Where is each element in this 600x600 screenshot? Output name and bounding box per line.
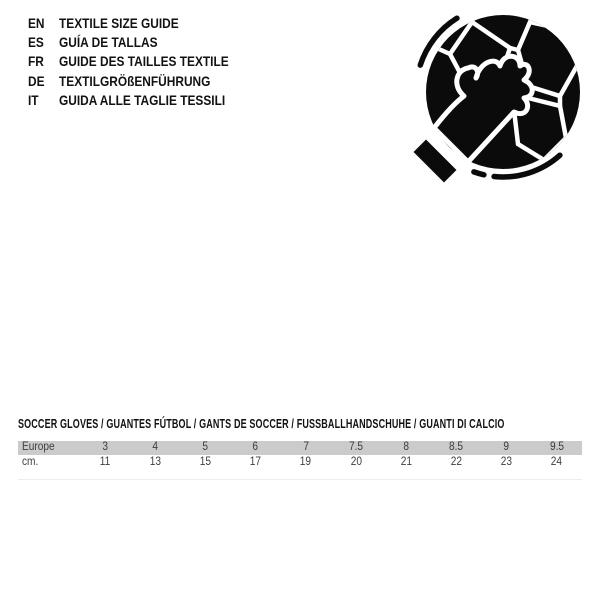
language-row-it: [28, 91, 259, 110]
language-row-es: [28, 32, 259, 51]
size-cell: 23: [500, 456, 513, 469]
size-row-cm: [18, 455, 582, 471]
language-code: ES: [28, 34, 44, 51]
size-cell: 3: [102, 441, 108, 454]
size-row-label: Europe: [22, 441, 55, 454]
language-guide-list: [28, 13, 259, 110]
table-bottom-rule: [18, 479, 582, 480]
size-table: [18, 441, 582, 471]
size-cell: 9: [503, 441, 510, 454]
language-code: FR: [28, 53, 44, 70]
goalkeeper-glove-soccer-ball-icon: [410, 2, 586, 192]
language-code: IT: [28, 92, 39, 109]
size-cell: 8: [403, 441, 410, 454]
size-cell: 21: [400, 456, 412, 469]
language-row-de: [28, 71, 259, 90]
size-table-title: SOCCER GLOVES / GUANTES FÚTBOL / GANTS DE SOCCER / FUSSBALLHANDSCHUHE / GUANTI DI CALCIO: [18, 417, 505, 431]
language-label: TEXTILE SIZE GUIDE: [59, 14, 179, 31]
size-cell: 11: [99, 456, 111, 469]
size-cell: 19: [300, 456, 312, 469]
language-label: GUIDE DES TAILLES TEXTILE: [59, 53, 229, 70]
language-label: TEXTILGRÖßENFÜHRUNG: [59, 72, 211, 89]
size-row-label: cm.: [22, 456, 39, 469]
size-cell: 17: [250, 456, 262, 469]
size-cell: 5: [202, 441, 209, 454]
language-row-fr: [28, 52, 259, 71]
size-cell: 4: [152, 441, 159, 454]
language-row-en: [28, 13, 259, 32]
size-cell: 7.5: [348, 441, 364, 454]
size-cell: 6: [252, 441, 259, 454]
language-label: GUIDA ALLE TAGLIE TESSILI: [59, 92, 226, 109]
size-row-europe: [18, 441, 582, 455]
size-cell: 15: [199, 456, 212, 469]
size-cell: 20: [350, 456, 362, 469]
language-label: GUÍA DE TALLAS: [59, 34, 158, 51]
language-code: EN: [28, 14, 45, 31]
size-cell: 24: [551, 456, 563, 469]
size-cell: 13: [149, 456, 161, 469]
size-cell: 9.5: [549, 441, 564, 454]
language-code: DE: [28, 72, 45, 89]
size-cell: 22: [450, 456, 463, 469]
size-cell: 8.5: [449, 441, 464, 454]
size-cell: 7: [303, 441, 309, 454]
